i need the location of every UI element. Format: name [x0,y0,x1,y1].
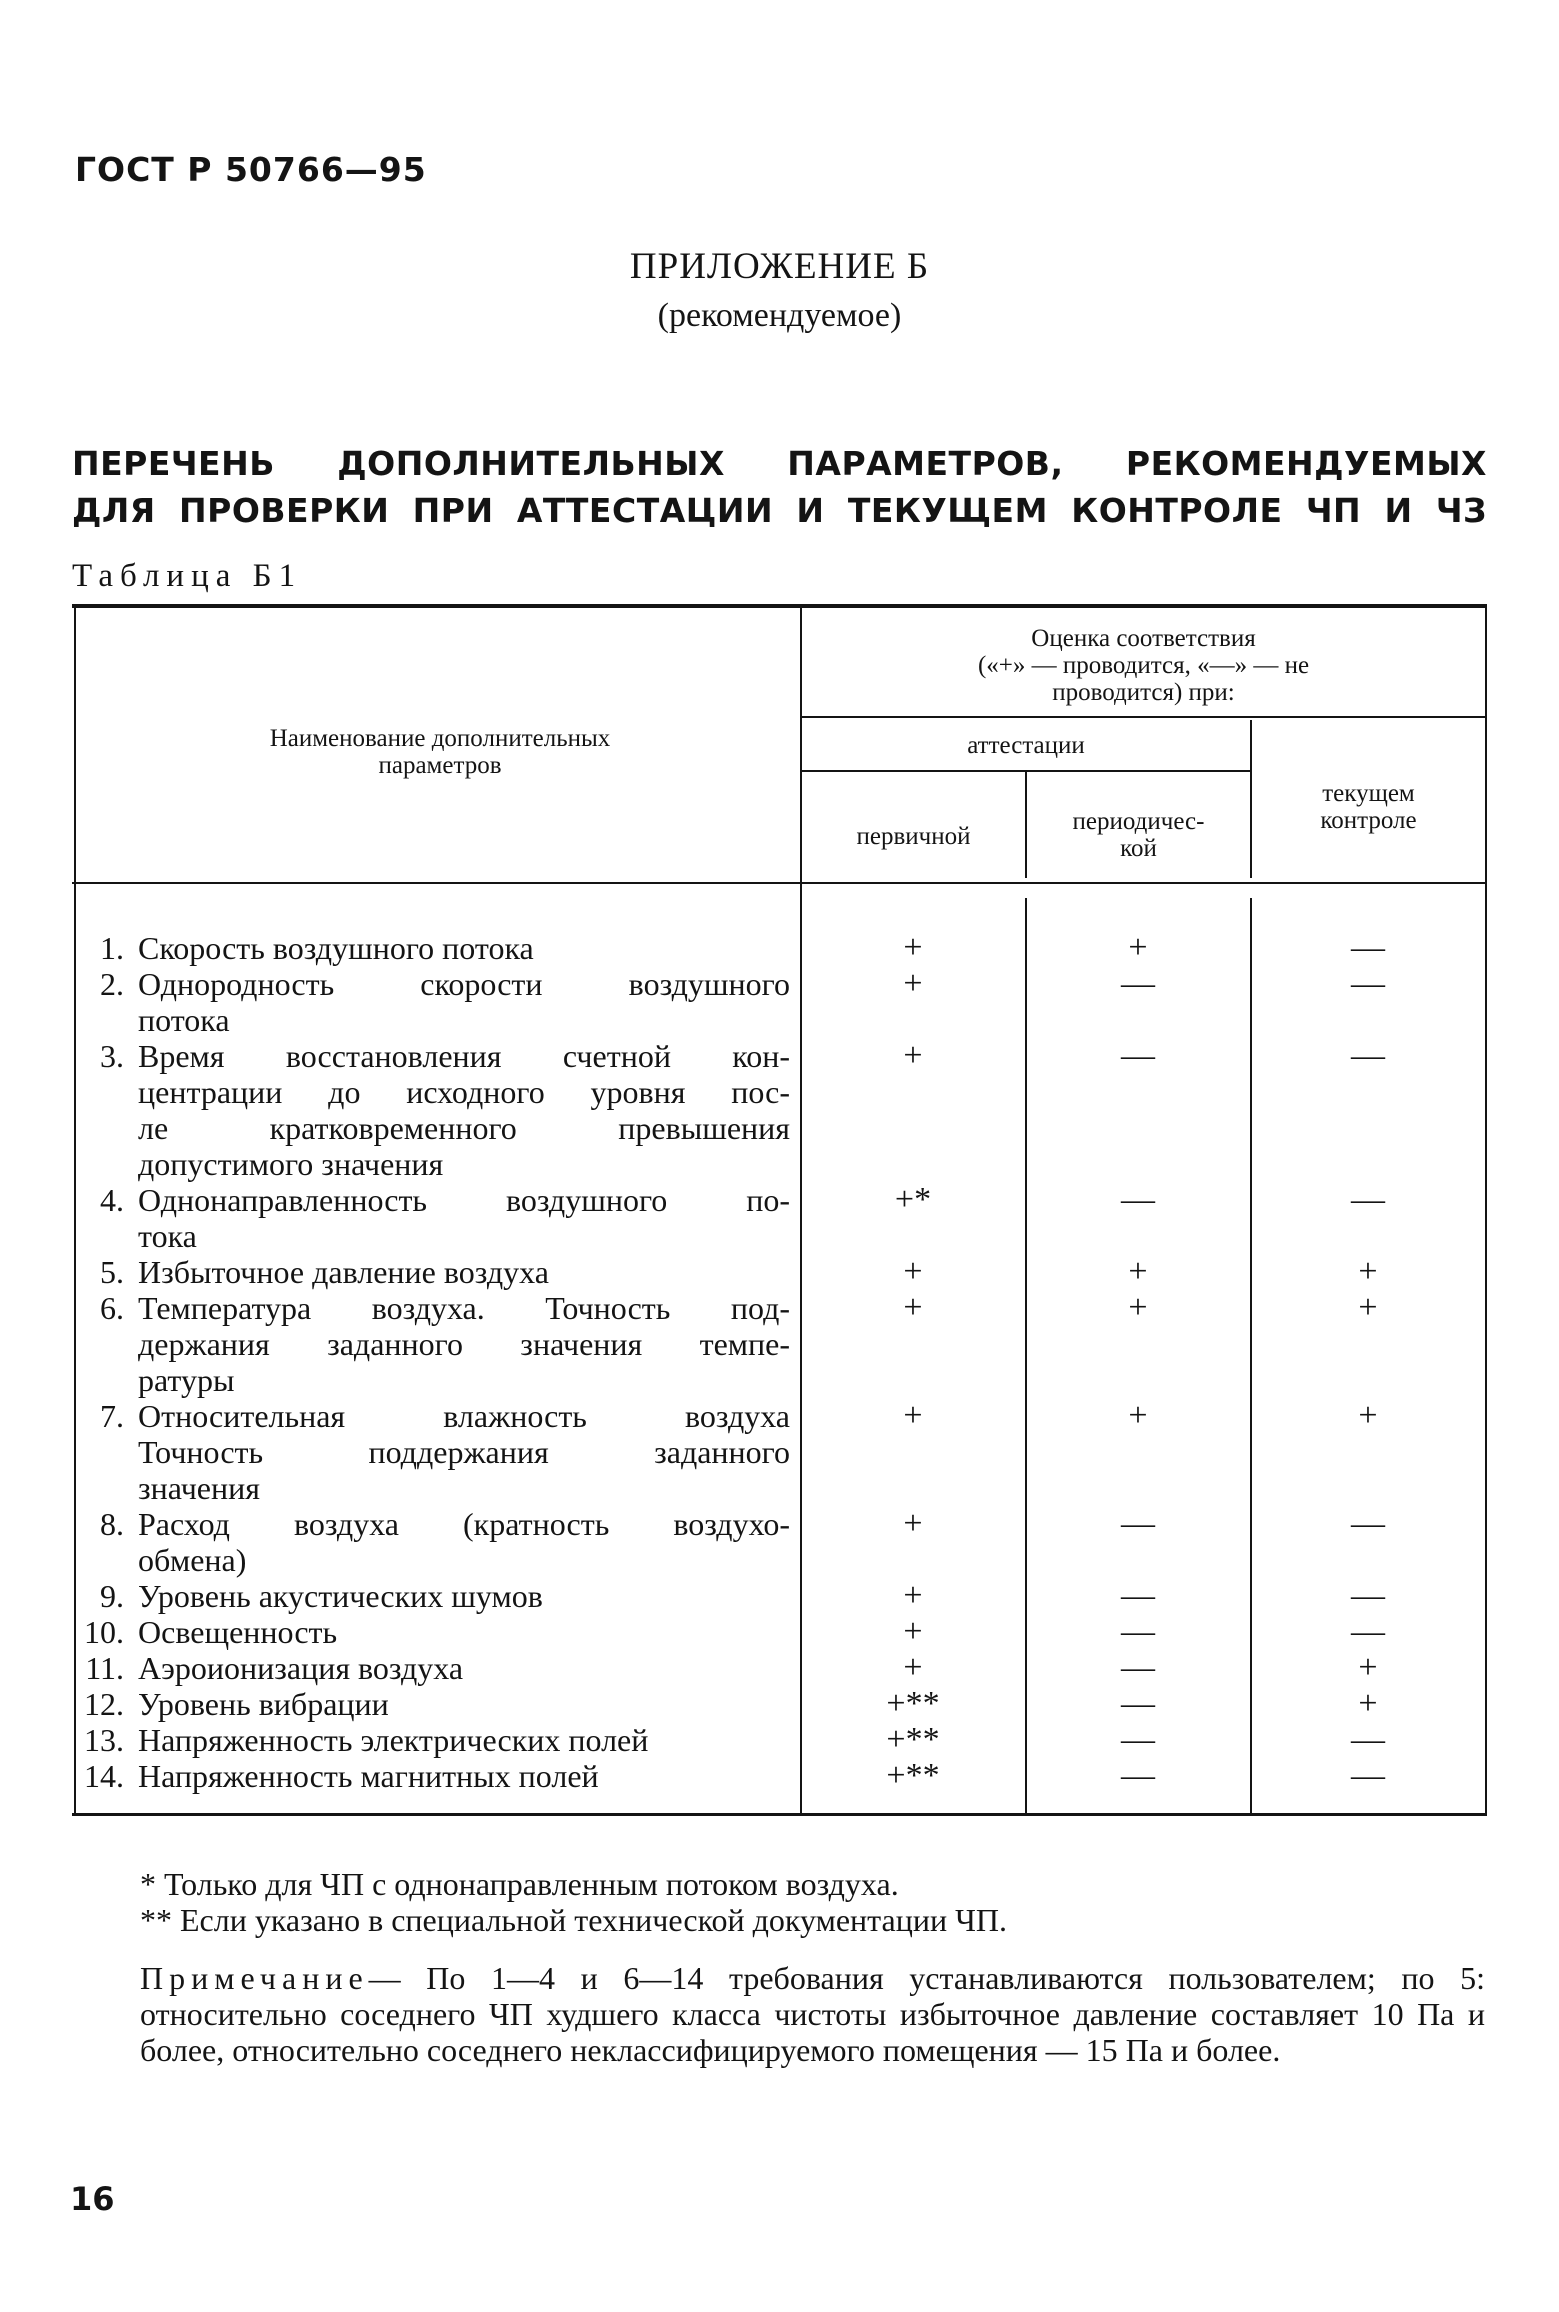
footnote-1: * Только для ЧП с однонаправленным потоком воздуха. [140,1866,899,1902]
footnote-2: ** Если указано в специальной технической документации ЧП. [140,1902,1008,1938]
cell-current: — [1351,1577,1385,1614]
cell-periodic: — [1121,1685,1155,1722]
row-number: 3. [100,1038,124,1074]
row-text-line: ратуры [138,1362,235,1398]
cell-periodic: + [1128,1397,1148,1434]
cell-periodic: — [1121,1181,1155,1218]
table-row [72,930,790,966]
row-text-line: Напряженность магнитных полей [138,1758,599,1794]
table-row [72,1578,790,1614]
header-rule-assessment [802,716,1485,718]
cell-primary: + [903,1649,923,1686]
row-text-line: ле кратковременного превышения [138,1110,790,1146]
cell-primary: + [903,965,923,1002]
cell-current: + [1358,1253,1378,1290]
row-parameter-name [138,1686,790,1722]
row-parameter-name [138,1254,790,1290]
row-text-line: Избыточное давление воздуха [138,1254,549,1290]
cell-primary: + [903,1397,923,1434]
cell-primary: + [903,1505,923,1542]
table-bottom-rule [72,1813,1487,1816]
row-parameter-name [138,1614,790,1650]
table-header-rule [72,882,1487,884]
cell-periodic: + [1128,1253,1148,1290]
cell-primary: + [903,929,923,966]
cell-current: + [1358,1649,1378,1686]
cell-periodic: — [1121,1649,1155,1686]
cell-periodic: + [1128,929,1148,966]
cell-periodic: + [1128,1289,1148,1326]
cell-current: + [1358,1397,1378,1434]
row-text-line: Однонаправленность воздушного по- [138,1182,790,1218]
cell-periodic: — [1121,1613,1155,1650]
cell-periodic: — [1121,1721,1155,1758]
row-text-line: Расход воздуха (кратность воздухо- [138,1506,790,1542]
table-row [72,1758,790,1794]
cell-current: — [1351,1721,1385,1758]
main-title-line-1: ПЕРЕЧЕНЬ ДОПОЛНИТЕЛЬНЫХ ПАРАМЕТРОВ, РЕКОМЕНДУЕМЫХ [72,444,1487,483]
row-parameter-name [138,1758,790,1794]
page-number: 16 [70,2180,115,2218]
row-number: 2. [100,966,124,1002]
row-number: 1. [100,930,124,966]
header-attestation: аттестации [967,732,1085,759]
cell-current: + [1358,1685,1378,1722]
row-text-line: Температура воздуха. Точность под- [138,1290,790,1326]
cell-current: — [1351,1037,1385,1074]
table-row [72,1290,790,1398]
row-text-line: Освещенность [138,1614,338,1650]
row-text-line: Скорость воздушного потока [138,930,534,966]
column-divider-name [800,608,802,1814]
row-text-line: значения [138,1470,260,1506]
header-periodic: периодичес- кой [1072,808,1205,862]
table-row [72,1398,790,1506]
cell-primary: +** [886,1721,940,1758]
cell-current: — [1351,1181,1385,1218]
cell-periodic: — [1121,1505,1155,1542]
row-number: 5. [100,1254,124,1290]
row-number: 14. [84,1758,124,1794]
appendix-title: ПРИЛОЖЕНИЕ Б [629,246,930,287]
row-parameter-name [138,1650,790,1686]
row-text-line: Напряженность электрических полей [138,1722,649,1758]
table-row [72,1686,790,1722]
row-text-line: Уровень вибрации [138,1686,389,1722]
header-parameter-name: Наименование дополнительных параметров [269,725,611,779]
table-right-border [1485,608,1487,1814]
row-parameter-name [138,930,790,966]
row-text-line: Аэроионизация воздуха [138,1650,464,1686]
appendix-subtitle: (рекомендуемое) [657,297,902,334]
table-row [72,1182,790,1254]
row-number: 9. [100,1578,124,1614]
main-title-line-2: ДЛЯ ПРОВЕРКИ ПРИ АТТЕСТАЦИИ И ТЕКУЩЕМ КОНТРОЛЕ ЧП И ЧЗ [72,491,1487,530]
cell-current: — [1351,1505,1385,1542]
row-text-line: Точность поддержания заданного [138,1434,790,1470]
table-top-rule [72,604,1487,608]
row-number: 7. [100,1398,124,1434]
cell-periodic: — [1121,965,1155,1002]
row-number: 13. [84,1722,124,1758]
header-assessment: Оценка соответствия («+» — проводится, «—» — не проводится) при: [977,625,1310,706]
table-label: Таблица Б1 [72,558,303,594]
note-text: — По 1—4 и 6—14 требования устанавливаются пользователем; по 5: относительно соседнего ЧП худшего класса чистоты избыточное давление составляет 10 Па и более, относительно соседнего неклассифицируемого помещения — 15 Па и более. [140,1960,1485,2068]
row-parameter-name [138,1722,790,1758]
row-number: 11. [85,1650,124,1686]
row-parameter-name [138,1398,790,1506]
cell-periodic: — [1121,1757,1155,1794]
row-number: 12. [84,1686,124,1722]
cell-current: — [1351,1613,1385,1650]
document-code: ГОСТ Р 50766—95 [75,150,427,189]
cell-primary: + [903,1289,923,1326]
row-text-line: Уровень акустических шумов [138,1578,543,1614]
note-label: Примечание [140,1960,369,1996]
table-row [72,1038,790,1182]
row-text-line: держания заданного значения темпе- [138,1326,790,1362]
row-parameter-name [138,1290,790,1398]
row-text-line: тока [138,1218,197,1254]
header-current-control: текущем контроле [1320,780,1417,834]
row-parameter-name [138,1506,790,1578]
row-text-line: Время восстановления счетной кон- [138,1038,790,1074]
table-row [72,1614,790,1650]
row-parameter-name [138,1182,790,1254]
table-row [72,1254,790,1290]
cell-current: — [1351,929,1385,966]
row-parameter-name [138,1038,790,1182]
cell-primary: + [903,1253,923,1290]
row-text-line: обмена) [138,1542,247,1578]
row-text-line: Однородность скорости воздушного [138,966,790,1002]
cell-primary: + [903,1577,923,1614]
row-text-line: центрации до исходного уровня пос- [138,1074,790,1110]
cell-primary: +** [886,1685,940,1722]
table-row [72,1722,790,1758]
header-primary: первичной [856,823,971,850]
row-number: 4. [100,1182,124,1218]
row-number: 8. [100,1506,124,1542]
table-row [72,966,790,1038]
row-parameter-name [138,966,790,1038]
main-title [72,440,1487,534]
table-row [72,1506,790,1578]
column-divider-primary [1025,898,1027,1813]
row-text-line: потока [138,1002,230,1038]
table-row [72,1650,790,1686]
cell-current: — [1351,965,1385,1002]
cell-primary: +** [886,1757,940,1794]
row-number: 6. [100,1290,124,1326]
cell-current: — [1351,1757,1385,1794]
row-number: 10. [84,1614,124,1650]
cell-periodic: — [1121,1037,1155,1074]
column-divider-periodic [1250,898,1252,1813]
cell-primary: +* [894,1181,932,1218]
cell-periodic: — [1121,1577,1155,1614]
cell-primary: + [903,1613,923,1650]
row-text-line: Относительная влажность воздуха [138,1398,790,1434]
header-rule-attestation [802,770,1250,772]
cell-current: + [1358,1289,1378,1326]
row-text-line: допустимого значения [138,1146,444,1182]
note [140,1960,1485,2068]
cell-primary: + [903,1037,923,1074]
row-parameter-name [138,1578,790,1614]
